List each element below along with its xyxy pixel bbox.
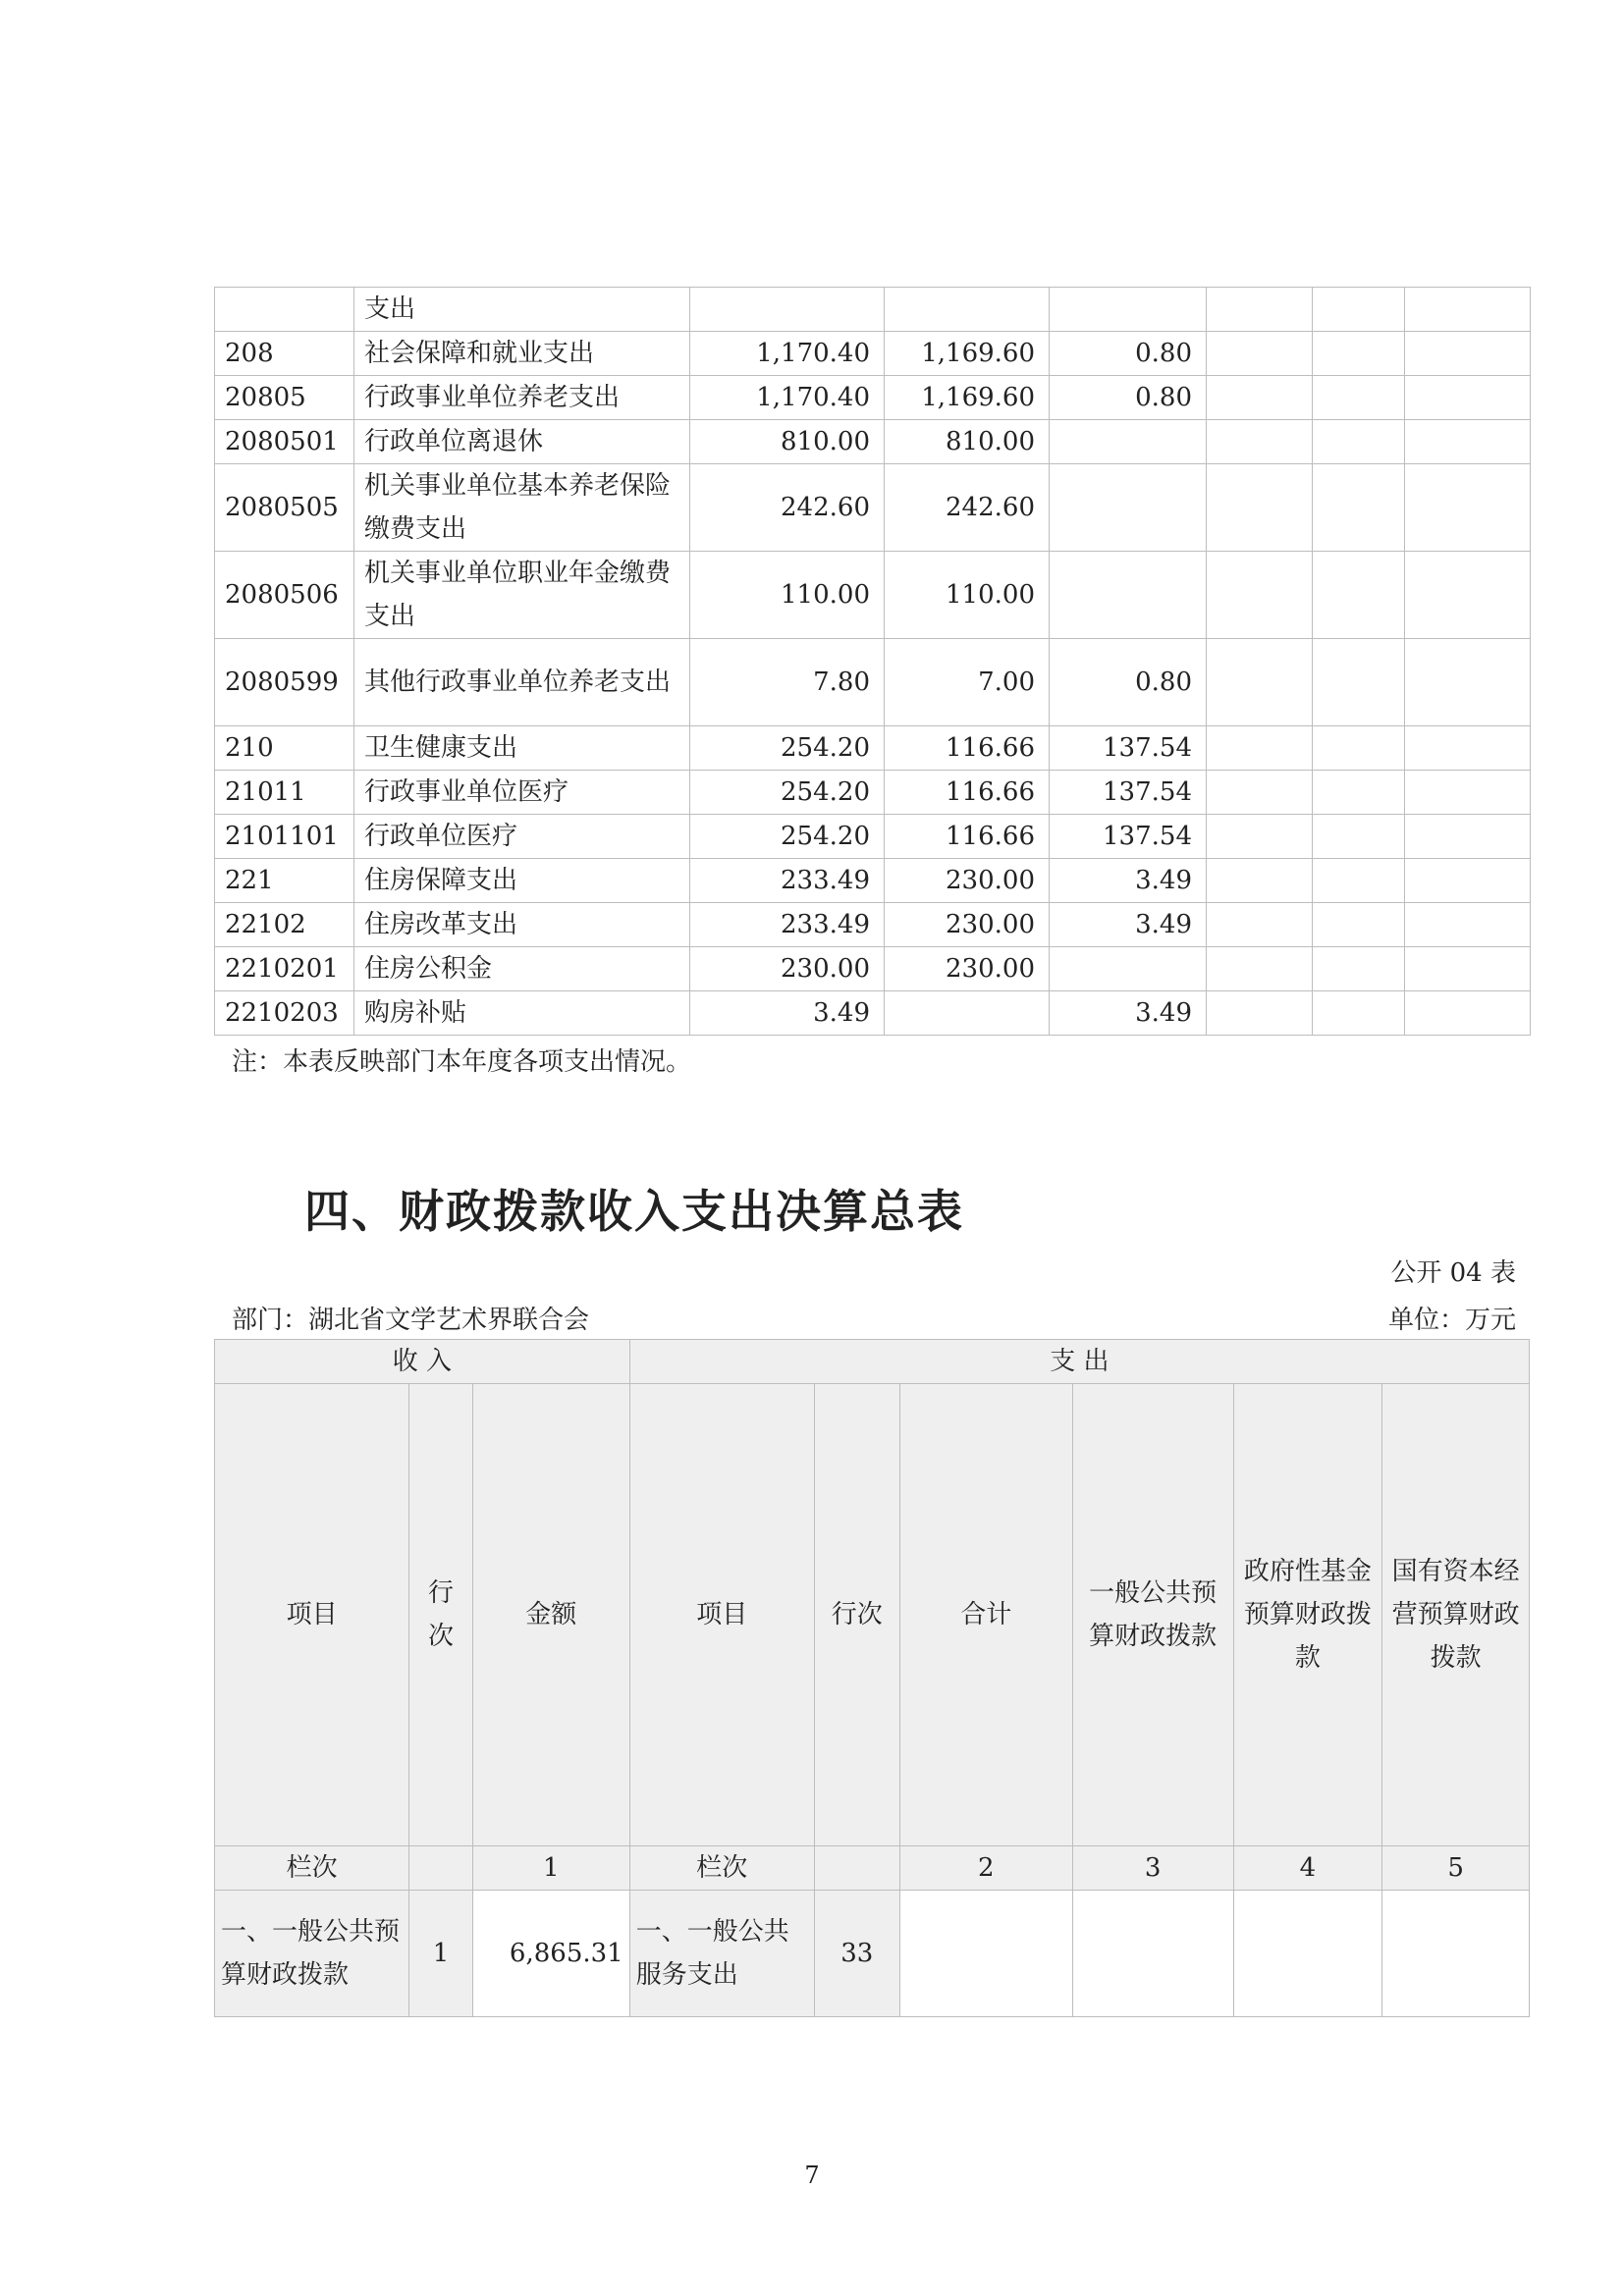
row-total: 1,170.40 xyxy=(690,376,885,420)
empty-cell xyxy=(814,1846,899,1891)
index-5: 5 xyxy=(1382,1846,1530,1891)
row-basic: 1,169.60 xyxy=(885,376,1050,420)
empty-cell xyxy=(1405,903,1531,947)
row-code: 2080501 xyxy=(215,420,354,464)
row-total: 1,170.40 xyxy=(690,332,885,376)
empty-cell xyxy=(1405,947,1531,991)
row-project: 137.54 xyxy=(1050,815,1207,859)
empty-cell xyxy=(1207,376,1313,420)
row-project xyxy=(1050,947,1207,991)
empty-cell xyxy=(1207,288,1313,332)
empty-cell xyxy=(1207,552,1313,639)
row-project: 3.49 xyxy=(1050,991,1207,1036)
row-basic: 116.66 xyxy=(885,815,1050,859)
unit-label: 单位：万元 xyxy=(1387,1306,1516,1335)
table-row xyxy=(215,288,1531,332)
empty-cell xyxy=(1207,859,1313,903)
row-name: 住房改革支出 xyxy=(354,903,690,947)
table-header-row xyxy=(215,1340,1530,1384)
row-code: 22102 xyxy=(215,903,354,947)
table-row xyxy=(215,332,1531,376)
col-exp-item: 项目 xyxy=(629,1384,814,1846)
empty-cell xyxy=(1405,815,1531,859)
expense-header: 支 出 xyxy=(629,1340,1529,1384)
row-basic: 242.60 xyxy=(885,464,1050,552)
empty-cell xyxy=(1313,552,1405,639)
row-total xyxy=(690,288,885,332)
col-item: 项目 xyxy=(215,1384,409,1846)
row-name: 社会保障和就业支出 xyxy=(354,332,690,376)
empty-cell xyxy=(1313,947,1405,991)
row-project: 137.54 xyxy=(1050,726,1207,771)
department-label: 部门：湖北省文学艺术界联合会 xyxy=(232,1306,590,1335)
row-project: 3.49 xyxy=(1050,903,1207,947)
row-basic: 7.00 xyxy=(885,639,1050,726)
empty-cell xyxy=(1207,903,1313,947)
row-total: 254.20 xyxy=(690,815,885,859)
empty-cell xyxy=(1405,771,1531,815)
row-name: 机关事业单位基本养老保险缴费支出 xyxy=(354,464,690,552)
empty-cell xyxy=(1207,947,1313,991)
table-row xyxy=(215,420,1531,464)
empty-cell xyxy=(1405,464,1531,552)
empty-cell xyxy=(1313,332,1405,376)
empty-cell xyxy=(1313,726,1405,771)
fiscal-summary-table xyxy=(214,1339,1530,2017)
row-project xyxy=(1050,420,1207,464)
table-row xyxy=(215,903,1531,947)
col-row-no: 行次 xyxy=(409,1384,473,1846)
table-row xyxy=(215,1891,1530,2017)
empty-cell xyxy=(1405,420,1531,464)
row-basic: 110.00 xyxy=(885,552,1050,639)
col-fund: 政府性基金预算财政拨款 xyxy=(1233,1384,1382,1846)
row-project: 0.80 xyxy=(1050,376,1207,420)
row-name: 行政事业单位医疗 xyxy=(354,771,690,815)
empty-cell xyxy=(1313,420,1405,464)
empty-cell xyxy=(1405,332,1531,376)
row-total: 7.80 xyxy=(690,639,885,726)
table-code: 公开 04 表 xyxy=(1390,1258,1516,1288)
row-exp-item: 一、一般公共服务支出 xyxy=(629,1891,814,2017)
row-code: 2080599 xyxy=(215,639,354,726)
row-project xyxy=(1050,552,1207,639)
expenditure-table xyxy=(214,287,1531,1036)
row-name: 行政单位医疗 xyxy=(354,815,690,859)
index-label: 栏次 xyxy=(215,1846,409,1891)
row-basic xyxy=(885,991,1050,1036)
row-row-no: 1 xyxy=(409,1891,473,2017)
row-basic: 230.00 xyxy=(885,903,1050,947)
index-label-exp: 栏次 xyxy=(629,1846,814,1891)
row-project: 137.54 xyxy=(1050,771,1207,815)
row-project: 3.49 xyxy=(1050,859,1207,903)
row-name: 行政事业单位养老支出 xyxy=(354,376,690,420)
table-row xyxy=(215,639,1531,726)
empty-cell xyxy=(1313,464,1405,552)
row-project: 0.80 xyxy=(1050,332,1207,376)
row-code: 221 xyxy=(215,859,354,903)
index-1: 1 xyxy=(472,1846,629,1891)
row-fund xyxy=(1233,1891,1382,2017)
empty-cell xyxy=(409,1846,473,1891)
row-total xyxy=(899,1891,1072,2017)
row-code: 2080505 xyxy=(215,464,354,552)
row-code: 2210203 xyxy=(215,991,354,1036)
row-total: 3.49 xyxy=(690,991,885,1036)
empty-cell xyxy=(1405,376,1531,420)
income-header: 收 入 xyxy=(215,1340,630,1384)
row-total: 254.20 xyxy=(690,771,885,815)
col-total: 合计 xyxy=(899,1384,1072,1846)
table-row xyxy=(215,771,1531,815)
row-project xyxy=(1050,464,1207,552)
empty-cell xyxy=(1207,420,1313,464)
table-row xyxy=(215,726,1531,771)
empty-cell xyxy=(1207,815,1313,859)
row-name: 住房公积金 xyxy=(354,947,690,991)
row-name: 购房补贴 xyxy=(354,991,690,1036)
col-exp-row-no: 行次 xyxy=(814,1384,899,1846)
empty-cell xyxy=(1405,639,1531,726)
table-row xyxy=(215,947,1531,991)
row-project xyxy=(1050,288,1207,332)
row-name: 支出 xyxy=(354,288,690,332)
row-amount: 6,865.31 xyxy=(472,1891,629,2017)
row-name: 行政单位离退休 xyxy=(354,420,690,464)
empty-cell xyxy=(1313,376,1405,420)
row-capital xyxy=(1382,1891,1530,2017)
row-item: 一、一般公共预算财政拨款 xyxy=(215,1891,409,2017)
row-general xyxy=(1072,1891,1233,2017)
table-note: 注：本表反映部门本年度各项支出情况。 xyxy=(232,1047,692,1077)
table-row xyxy=(215,464,1531,552)
row-exp-row-no: 33 xyxy=(814,1891,899,2017)
row-total: 110.00 xyxy=(690,552,885,639)
column-index-row xyxy=(215,1846,1530,1891)
empty-cell xyxy=(1313,288,1405,332)
empty-cell xyxy=(1207,332,1313,376)
row-basic: 810.00 xyxy=(885,420,1050,464)
row-basic: 116.66 xyxy=(885,771,1050,815)
col-amount: 金额 xyxy=(472,1384,629,1846)
row-total: 810.00 xyxy=(690,420,885,464)
row-name: 机关事业单位职业年金缴费支出 xyxy=(354,552,690,639)
row-total: 254.20 xyxy=(690,726,885,771)
table-row xyxy=(215,815,1531,859)
column-header-row xyxy=(215,1384,1530,1846)
empty-cell xyxy=(1405,726,1531,771)
empty-cell xyxy=(1313,991,1405,1036)
empty-cell xyxy=(1313,859,1405,903)
row-basic: 1,169.60 xyxy=(885,332,1050,376)
row-code: 210 xyxy=(215,726,354,771)
empty-cell xyxy=(1313,771,1405,815)
page-number: 7 xyxy=(804,2162,820,2189)
empty-cell xyxy=(1207,771,1313,815)
row-basic: 230.00 xyxy=(885,947,1050,991)
row-basic: 116.66 xyxy=(885,726,1050,771)
empty-cell xyxy=(1313,903,1405,947)
empty-cell xyxy=(1405,859,1531,903)
row-project: 0.80 xyxy=(1050,639,1207,726)
row-code: 208 xyxy=(215,332,354,376)
row-code: 2080506 xyxy=(215,552,354,639)
empty-cell xyxy=(1405,991,1531,1036)
col-general: 一般公共预算财政拨款 xyxy=(1072,1384,1233,1846)
row-code: 2101101 xyxy=(215,815,354,859)
row-name: 卫生健康支出 xyxy=(354,726,690,771)
empty-cell xyxy=(1405,552,1531,639)
section-title: 四、财政拨款收入支出决算总表 xyxy=(304,1185,964,1238)
row-total: 230.00 xyxy=(690,947,885,991)
row-code xyxy=(215,288,354,332)
row-total: 233.49 xyxy=(690,903,885,947)
row-basic: 230.00 xyxy=(885,859,1050,903)
empty-cell xyxy=(1405,288,1531,332)
empty-cell xyxy=(1207,991,1313,1036)
table-row xyxy=(215,859,1531,903)
empty-cell xyxy=(1207,726,1313,771)
empty-cell xyxy=(1207,464,1313,552)
index-3: 3 xyxy=(1072,1846,1233,1891)
row-basic xyxy=(885,288,1050,332)
empty-cell xyxy=(1207,639,1313,726)
empty-cell xyxy=(1313,815,1405,859)
row-code: 21011 xyxy=(215,771,354,815)
index-4: 4 xyxy=(1233,1846,1382,1891)
row-total: 233.49 xyxy=(690,859,885,903)
table-row xyxy=(215,991,1531,1036)
empty-cell xyxy=(1313,639,1405,726)
col-capital: 国有资本经营预算财政拨款 xyxy=(1382,1384,1530,1846)
row-code: 20805 xyxy=(215,376,354,420)
row-code: 2210201 xyxy=(215,947,354,991)
row-name: 住房保障支出 xyxy=(354,859,690,903)
index-2: 2 xyxy=(899,1846,1072,1891)
row-name: 其他行政事业单位养老支出 xyxy=(354,639,690,726)
table-row xyxy=(215,376,1531,420)
row-total: 242.60 xyxy=(690,464,885,552)
table-row xyxy=(215,552,1531,639)
